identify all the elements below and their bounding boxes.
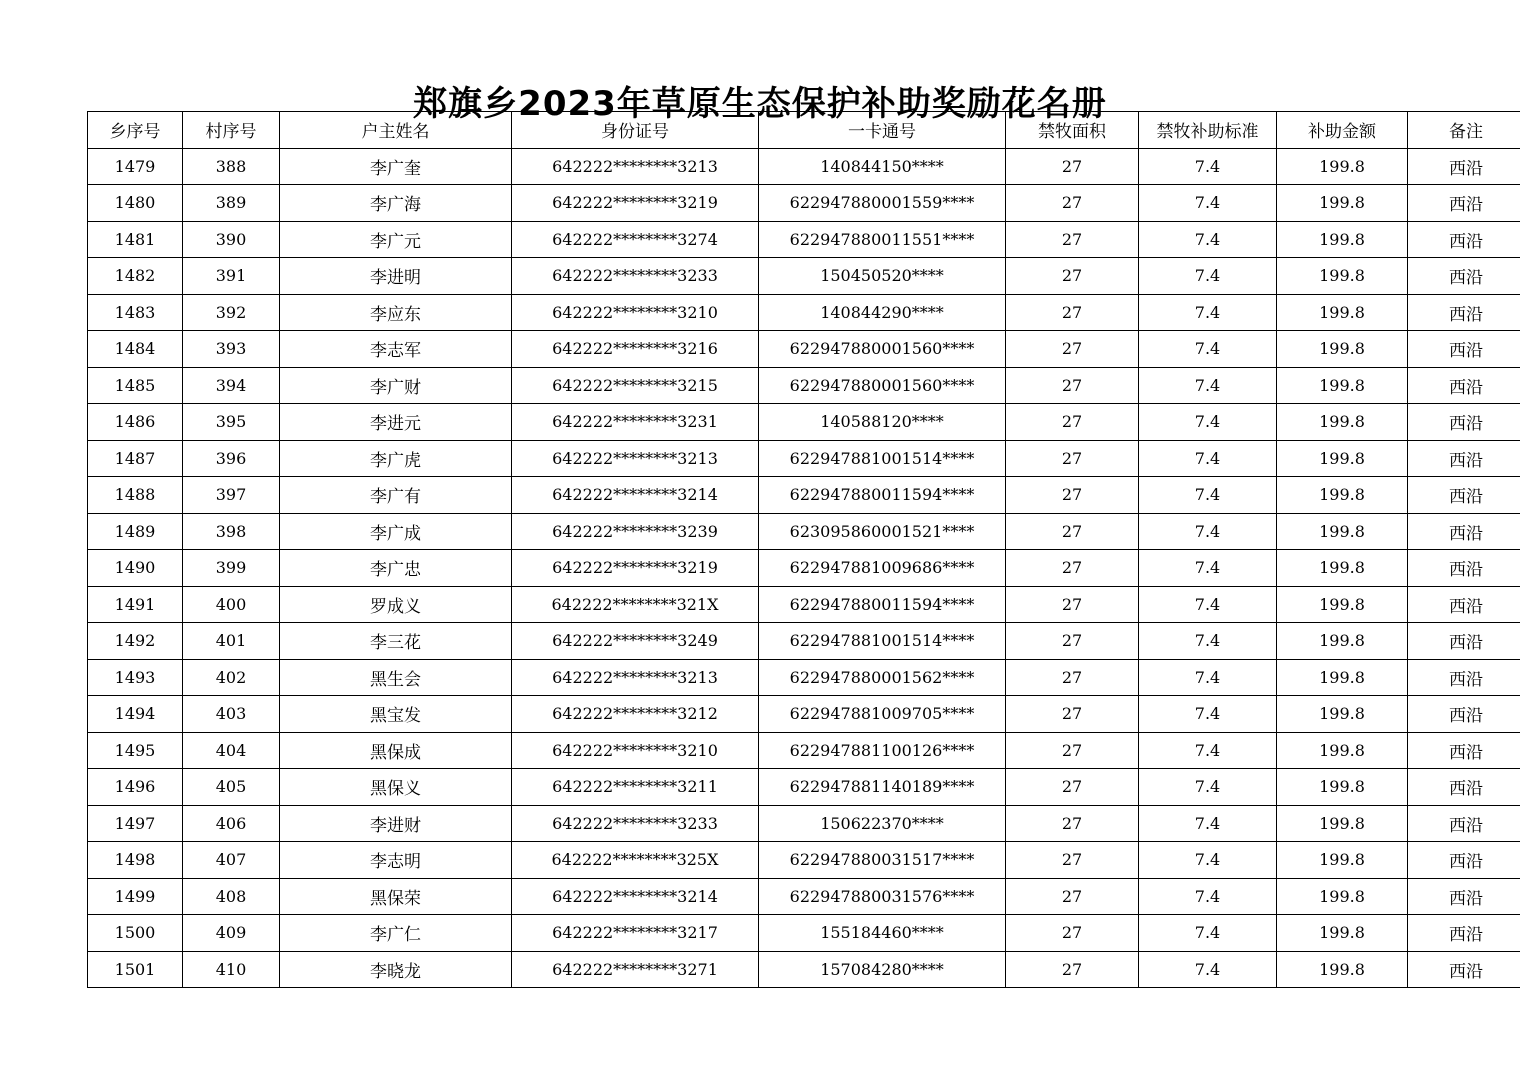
subsidy-standard-cell: 7.4 [1139,878,1277,915]
card-number-cell: 150450520**** [759,258,1006,295]
grazing-ban-area-cell: 27 [1006,294,1139,331]
householder-name-cell: 李广财 [280,367,512,404]
subsidy-amount-cell: 199.8 [1277,878,1408,915]
id-number-cell: 642222********3239 [512,513,759,550]
remarks-cell: 西沿 [1408,696,1520,733]
col-header-card-number: 一卡通号 [759,112,1006,149]
subsidy-standard-cell: 7.4 [1139,513,1277,550]
table-header-row [88,112,1520,149]
remarks-cell: 西沿 [1408,221,1520,258]
card-number-cell: 140844290**** [759,294,1006,331]
id-number-cell: 642222********3212 [512,696,759,733]
card-number-cell: 140844150**** [759,148,1006,185]
township-seq-cell: 1498 [88,842,183,879]
id-number-cell: 642222********3233 [512,258,759,295]
grazing-ban-area-cell: 27 [1006,440,1139,477]
householder-name-cell: 李进财 [280,805,512,842]
remarks-cell: 西沿 [1408,367,1520,404]
village-seq-cell: 395 [183,404,280,441]
page-title: 郑旗乡2023年草原生态保护补助奖励花名册 [413,83,1107,124]
table-row [88,769,1520,806]
township-seq-cell: 1490 [88,550,183,587]
village-seq-cell: 403 [183,696,280,733]
householder-name-cell: 李晓龙 [280,951,512,988]
village-seq-cell: 393 [183,331,280,368]
village-seq-cell: 410 [183,951,280,988]
subsidy-standard-cell: 7.4 [1139,221,1277,258]
col-header-subsidy-amount: 补助金额 [1277,112,1408,149]
id-number-cell: 642222********3274 [512,221,759,258]
subsidy-standard-cell: 7.4 [1139,477,1277,514]
id-number-cell: 642222********3219 [512,185,759,222]
grazing-ban-area-cell: 27 [1006,805,1139,842]
card-number-cell: 623095860001521**** [759,513,1006,550]
grazing-ban-area-cell: 27 [1006,586,1139,623]
id-number-cell: 642222********3214 [512,477,759,514]
table-row [88,915,1520,952]
township-seq-cell: 1489 [88,513,183,550]
card-number-cell: 622947880001562**** [759,659,1006,696]
householder-name-cell: 李广海 [280,185,512,222]
table-row [88,623,1520,660]
village-seq-cell: 407 [183,842,280,879]
grazing-ban-area-cell: 27 [1006,951,1139,988]
card-number-cell: 622947880031517**** [759,842,1006,879]
card-number-cell: 140588120**** [759,404,1006,441]
card-number-cell: 622947880001560**** [759,331,1006,368]
subsidy-standard-cell: 7.4 [1139,294,1277,331]
subsidy-amount-cell: 199.8 [1277,294,1408,331]
table-row [88,805,1520,842]
subsidy-amount-cell: 199.8 [1277,367,1408,404]
id-number-cell: 642222********3231 [512,404,759,441]
subsidy-standard-cell: 7.4 [1139,404,1277,441]
card-number-cell: 157084280**** [759,951,1006,988]
table-row [88,951,1520,988]
subsidy-amount-cell: 199.8 [1277,258,1408,295]
village-seq-cell: 405 [183,769,280,806]
township-seq-cell: 1494 [88,696,183,733]
village-seq-cell: 391 [183,258,280,295]
grazing-ban-area-cell: 27 [1006,659,1139,696]
subsidy-standard-cell: 7.4 [1139,915,1277,952]
col-header-grazing-ban-area: 禁牧面积 [1006,112,1139,149]
subsidy-standard-cell: 7.4 [1139,842,1277,879]
col-header-remarks: 备注 [1408,112,1520,149]
householder-name-cell: 罗成义 [280,586,512,623]
grazing-ban-area-cell: 27 [1006,878,1139,915]
township-seq-cell: 1501 [88,951,183,988]
id-number-cell: 642222********321X [512,586,759,623]
remarks-cell: 西沿 [1408,878,1520,915]
id-number-cell: 642222********3216 [512,331,759,368]
table-row [88,221,1520,258]
subsidy-amount-cell: 199.8 [1277,696,1408,733]
card-number-cell: 622947880011594**** [759,477,1006,514]
township-seq-cell: 1480 [88,185,183,222]
grazing-ban-area-cell: 27 [1006,623,1139,660]
subsidy-amount-cell: 199.8 [1277,513,1408,550]
householder-name-cell: 李志军 [280,331,512,368]
householder-name-cell: 李广有 [280,477,512,514]
township-seq-cell: 1493 [88,659,183,696]
village-seq-cell: 396 [183,440,280,477]
subsidy-standard-cell: 7.4 [1139,185,1277,222]
village-seq-cell: 397 [183,477,280,514]
id-number-cell: 642222********3213 [512,148,759,185]
grazing-ban-area-cell: 27 [1006,331,1139,368]
grazing-ban-area-cell: 27 [1006,404,1139,441]
township-seq-cell: 1485 [88,367,183,404]
id-number-cell: 642222********3213 [512,659,759,696]
card-number-cell: 622947880011551**** [759,221,1006,258]
card-number-cell: 622947881009686**** [759,550,1006,587]
householder-name-cell: 李广奎 [280,148,512,185]
id-number-cell: 642222********3210 [512,294,759,331]
table-row [88,294,1520,331]
subsidy-standard-cell: 7.4 [1139,732,1277,769]
township-seq-cell: 1496 [88,769,183,806]
id-number-cell: 642222********3215 [512,367,759,404]
subsidy-amount-cell: 199.8 [1277,185,1408,222]
grazing-ban-area-cell: 27 [1006,148,1139,185]
householder-name-cell: 黑保成 [280,732,512,769]
col-header-township-seq: 乡序号 [88,112,183,149]
township-seq-cell: 1499 [88,878,183,915]
remarks-cell: 西沿 [1408,586,1520,623]
subsidy-standard-cell: 7.4 [1139,331,1277,368]
subsidy-amount-cell: 199.8 [1277,915,1408,952]
table-row [88,148,1520,185]
id-number-cell: 642222********3211 [512,769,759,806]
table-row [88,550,1520,587]
township-seq-cell: 1484 [88,331,183,368]
table-body [88,148,1520,988]
card-number-cell: 622947880001560**** [759,367,1006,404]
subsidy-amount-cell: 199.8 [1277,732,1408,769]
table-row [88,477,1520,514]
householder-name-cell: 李广忠 [280,550,512,587]
remarks-cell: 西沿 [1408,769,1520,806]
card-number-cell: 622947881140189**** [759,769,1006,806]
card-number-cell: 622947881100126**** [759,732,1006,769]
col-header-village-seq: 村序号 [183,112,280,149]
township-seq-cell: 1495 [88,732,183,769]
subsidy-amount-cell: 199.8 [1277,586,1408,623]
id-number-cell: 642222********3271 [512,951,759,988]
subsidy-amount-cell: 199.8 [1277,477,1408,514]
table-row [88,404,1520,441]
col-header-householder-name: 户主姓名 [280,112,512,149]
householder-name-cell: 李进明 [280,258,512,295]
subsidy-amount-cell: 199.8 [1277,842,1408,879]
remarks-cell: 西沿 [1408,331,1520,368]
grazing-ban-area-cell: 27 [1006,221,1139,258]
township-seq-cell: 1486 [88,404,183,441]
remarks-cell: 西沿 [1408,404,1520,441]
township-seq-cell: 1497 [88,805,183,842]
id-number-cell: 642222********3217 [512,915,759,952]
township-seq-cell: 1500 [88,915,183,952]
village-seq-cell: 398 [183,513,280,550]
householder-name-cell: 李进元 [280,404,512,441]
township-seq-cell: 1492 [88,623,183,660]
remarks-cell: 西沿 [1408,294,1520,331]
subsidy-amount-cell: 199.8 [1277,221,1408,258]
subsidy-standard-cell: 7.4 [1139,659,1277,696]
card-number-cell: 155184460**** [759,915,1006,952]
card-number-cell: 622947881001514**** [759,623,1006,660]
card-number-cell: 622947881001514**** [759,440,1006,477]
township-seq-cell: 1482 [88,258,183,295]
remarks-cell: 西沿 [1408,915,1520,952]
table-row [88,513,1520,550]
subsidy-amount-cell: 199.8 [1277,805,1408,842]
remarks-cell: 西沿 [1408,148,1520,185]
householder-name-cell: 李应东 [280,294,512,331]
card-number-cell: 622947880011594**** [759,586,1006,623]
remarks-cell: 西沿 [1408,732,1520,769]
subsidy-amount-cell: 199.8 [1277,550,1408,587]
card-number-cell: 622947880001559**** [759,185,1006,222]
col-header-id-number: 身份证号 [512,112,759,149]
table-row [88,659,1520,696]
table-row [88,185,1520,222]
remarks-cell: 西沿 [1408,440,1520,477]
grazing-ban-area-cell: 27 [1006,769,1139,806]
remarks-cell: 西沿 [1408,842,1520,879]
subsidy-amount-cell: 199.8 [1277,769,1408,806]
township-seq-cell: 1479 [88,148,183,185]
grazing-ban-area-cell: 27 [1006,185,1139,222]
householder-name-cell: 黑生会 [280,659,512,696]
village-seq-cell: 409 [183,915,280,952]
village-seq-cell: 390 [183,221,280,258]
remarks-cell: 西沿 [1408,258,1520,295]
table-row [88,586,1520,623]
subsidy-amount-cell: 199.8 [1277,951,1408,988]
subsidy-standard-cell: 7.4 [1139,623,1277,660]
grazing-ban-area-cell: 27 [1006,367,1139,404]
subsidy-amount-cell: 199.8 [1277,623,1408,660]
col-header-subsidy-standard: 禁牧补助标准 [1139,112,1277,149]
subsidy-roster-table [87,111,1520,988]
township-seq-cell: 1483 [88,294,183,331]
subsidy-standard-cell: 7.4 [1139,148,1277,185]
id-number-cell: 642222********3213 [512,440,759,477]
householder-name-cell: 李广仁 [280,915,512,952]
village-seq-cell: 400 [183,586,280,623]
householder-name-cell: 李广虎 [280,440,512,477]
remarks-cell: 西沿 [1408,185,1520,222]
village-seq-cell: 399 [183,550,280,587]
township-seq-cell: 1487 [88,440,183,477]
remarks-cell: 西沿 [1408,659,1520,696]
id-number-cell: 642222********3249 [512,623,759,660]
id-number-cell: 642222********3214 [512,878,759,915]
remarks-cell: 西沿 [1408,477,1520,514]
remarks-cell: 西沿 [1408,550,1520,587]
householder-name-cell: 黑保义 [280,769,512,806]
subsidy-amount-cell: 199.8 [1277,659,1408,696]
card-number-cell: 150622370**** [759,805,1006,842]
subsidy-standard-cell: 7.4 [1139,550,1277,587]
subsidy-standard-cell: 7.4 [1139,440,1277,477]
id-number-cell: 642222********3210 [512,732,759,769]
table-row [88,367,1520,404]
subsidy-amount-cell: 199.8 [1277,331,1408,368]
subsidy-standard-cell: 7.4 [1139,769,1277,806]
table-row [88,696,1520,733]
grazing-ban-area-cell: 27 [1006,732,1139,769]
grazing-ban-area-cell: 27 [1006,842,1139,879]
remarks-cell: 西沿 [1408,513,1520,550]
householder-name-cell: 李广成 [280,513,512,550]
table-row [88,331,1520,368]
id-number-cell: 642222********325X [512,842,759,879]
remarks-cell: 西沿 [1408,623,1520,660]
grazing-ban-area-cell: 27 [1006,915,1139,952]
householder-name-cell: 黑宝发 [280,696,512,733]
village-seq-cell: 404 [183,732,280,769]
subsidy-standard-cell: 7.4 [1139,951,1277,988]
village-seq-cell: 406 [183,805,280,842]
card-number-cell: 622947880031576**** [759,878,1006,915]
table-row [88,732,1520,769]
table-row [88,440,1520,477]
grazing-ban-area-cell: 27 [1006,550,1139,587]
village-seq-cell: 394 [183,367,280,404]
subsidy-standard-cell: 7.4 [1139,367,1277,404]
table-row [88,878,1520,915]
subsidy-standard-cell: 7.4 [1139,258,1277,295]
township-seq-cell: 1481 [88,221,183,258]
householder-name-cell: 李志明 [280,842,512,879]
householder-name-cell: 黑保荣 [280,878,512,915]
subsidy-amount-cell: 199.8 [1277,148,1408,185]
remarks-cell: 西沿 [1408,805,1520,842]
householder-name-cell: 李广元 [280,221,512,258]
grazing-ban-area-cell: 27 [1006,513,1139,550]
subsidy-standard-cell: 7.4 [1139,586,1277,623]
householder-name-cell: 李三花 [280,623,512,660]
id-number-cell: 642222********3219 [512,550,759,587]
village-seq-cell: 401 [183,623,280,660]
grazing-ban-area-cell: 27 [1006,477,1139,514]
village-seq-cell: 388 [183,148,280,185]
township-seq-cell: 1488 [88,477,183,514]
village-seq-cell: 408 [183,878,280,915]
table-row [88,258,1520,295]
card-number-cell: 622947881009705**** [759,696,1006,733]
subsidy-standard-cell: 7.4 [1139,696,1277,733]
id-number-cell: 642222********3233 [512,805,759,842]
subsidy-standard-cell: 7.4 [1139,805,1277,842]
table-row [88,842,1520,879]
grazing-ban-area-cell: 27 [1006,696,1139,733]
subsidy-amount-cell: 199.8 [1277,404,1408,441]
subsidy-amount-cell: 199.8 [1277,440,1408,477]
grazing-ban-area-cell: 27 [1006,258,1139,295]
village-seq-cell: 392 [183,294,280,331]
township-seq-cell: 1491 [88,586,183,623]
village-seq-cell: 389 [183,185,280,222]
remarks-cell: 西沿 [1408,951,1520,988]
village-seq-cell: 402 [183,659,280,696]
